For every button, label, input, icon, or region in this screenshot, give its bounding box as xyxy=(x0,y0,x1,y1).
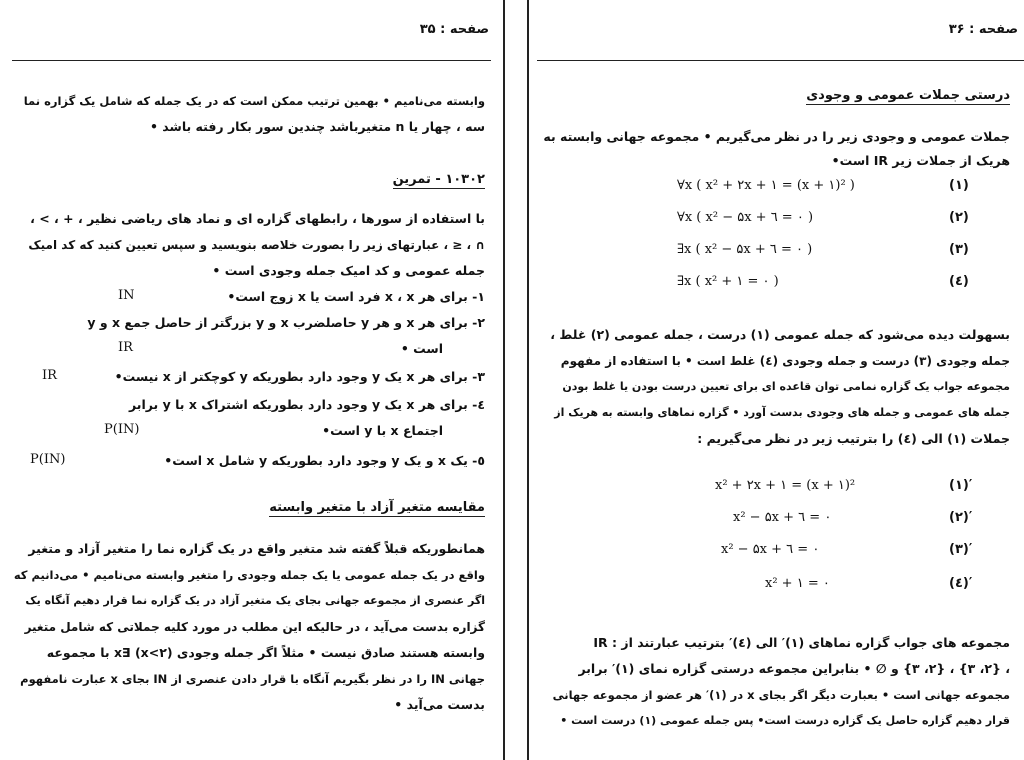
paragraph-line: جملات (۱) الی (٤) را بترتیب زیر در نظر می‌گیریم : xyxy=(697,431,1010,446)
open-statement-expression: x² + ۲x + ۱ = (x + ۱)² xyxy=(715,478,856,493)
book-gutter xyxy=(505,0,527,760)
section-title: درستی جملات عمومی و وجودی xyxy=(806,88,1010,103)
universe-set-label: P(IN) xyxy=(30,452,66,467)
universe-set-label: IN xyxy=(118,288,135,303)
conclusion-line: مجموعه های جواب گزاره نماهای (۱)′ الی (٤)′ بترتیب عبارتند از : IR xyxy=(593,635,1010,650)
paragraph-line: جمله وجودی (۳) درست و جمله وجودی (٤) غلط است • با استفاده از مفهوم xyxy=(560,354,1010,368)
header-divider xyxy=(12,60,491,61)
paragraph-line: جهانی IN را در نظر بگیریم آنگاه با قرار دادن عنصری از IN بجای x عبارت نامفهوم xyxy=(20,672,485,686)
page-number-header: صفحه : ۳۶ xyxy=(948,22,1018,37)
paragraph-line: جمله های عمومی و جمله های وجودی بدست آورد • گزاره نماهای وابسته به هریک از xyxy=(554,406,1010,419)
universe-set-label: P(IN) xyxy=(104,422,140,437)
paragraph-line: وابسته هستند صادق نیست • مثلاً اگر جمله وجودی (x<۲) ∃x با مجموعه xyxy=(46,645,485,660)
exercise-item: است • xyxy=(400,341,443,356)
paragraph-line: واقع در یک جمله عمومی یا یک جمله وجودی را متغیر وابسته می‌نامیم • می‌دانیم که xyxy=(13,568,485,582)
open-statement-expression: x² − ۵x + ٦ = ۰ xyxy=(721,542,820,557)
statement-expression: ∀x ( x² − ۵x + ٦ = ۰ ) xyxy=(677,210,814,225)
statement-number: (۳) xyxy=(949,242,969,257)
intro-line: هریک از جملات زیر IR است• xyxy=(831,153,1010,168)
conclusion-line: قرار دهیم گزاره حاصل یک گزاره درست است• پس جمله عمومی (۱) درست است • xyxy=(560,714,1010,727)
open-statement-expression: x² + ۱ = ۰ xyxy=(765,576,830,591)
section-title: مقایسه متغیر آزاد با متغیر وابسته xyxy=(269,500,485,515)
paragraph-line: اگر عنصری از مجموعه جهانی بجای یک متغیر آزاد در یک گزاره نما قرار دهیم آنگاه یک xyxy=(25,594,485,607)
paragraph-line: بسهولت دیده می‌شود که جمله عمومی (۱) درست ، جمله عمومی (۲) غلط ، xyxy=(550,327,1010,342)
paragraph-line: بدست می‌آید • xyxy=(394,697,485,712)
open-statement-number: (۳)′ xyxy=(949,542,973,557)
exercise-item: اجتماع x با y است• xyxy=(322,423,443,438)
conclusion-line: ، {۲، ۳} ، {۲، ۳} و ∅ • بنابراین مجموعه درستی گزاره نمای (۱)′ برابر xyxy=(578,661,1010,676)
header-divider xyxy=(537,60,1024,61)
paragraph-line: مجموعه جواب یک گزاره نمامی توان قاعده ای برای تعیین درست بودن یا غلط بودن xyxy=(562,380,1010,393)
statement-number: (٤) xyxy=(949,274,969,289)
universe-set-label: IR xyxy=(118,340,133,355)
exercise-item: ٥- یک x و یک y وجود دارد بطوریکه y شامل x است• xyxy=(164,453,485,468)
exercise-item: ۱- برای هر x ، x فرد است یا x زوج است• xyxy=(227,289,485,304)
open-statement-number: (۱)′ xyxy=(949,478,973,493)
exercise-line: ∩ ، ≤ ، عبارتهای زیر را بصورت خلاصه بنویسید و سپس تعیین کنید که کد امیک xyxy=(28,238,485,252)
statement-number: (۱) xyxy=(949,178,969,193)
exercise-title: ۱۰۳۰۲ - تمرین xyxy=(392,172,485,187)
intro-line: وابسته می‌نامیم • بهمین ترتیب ممکن است که در یک جمله که شامل یک گزاره نما xyxy=(23,94,485,108)
page-35 xyxy=(0,0,505,760)
open-statement-number: (۲)′ xyxy=(949,510,973,525)
page-36 xyxy=(527,0,1024,760)
open-statement-expression: x² − ۵x + ٦ = ۰ xyxy=(733,510,832,525)
universe-set-label: IR xyxy=(42,368,57,383)
exercise-item: ۲- برای هر x و هر y حاصلضرب x و y بزرگتر از حاصل جمع x و y xyxy=(87,315,485,330)
intro-line: سه ، چهار یا n متغیرباشد چندین سور بکار رفته باشد • xyxy=(149,119,485,134)
statement-expression: ∀x ( x² + ۲x + ۱ = (x + ۱)² ) xyxy=(677,178,855,193)
statement-number: (۲) xyxy=(949,210,969,225)
statement-expression: ∃x ( x² + ۱ = ۰ ) xyxy=(677,274,779,289)
statement-expression: ∃x ( x² − ۵x + ٦ = ۰ ) xyxy=(677,242,813,257)
exercise-item: ٤- برای هر x یک y وجود دارد بطوریکه اشتراک x با y برابر xyxy=(129,397,485,412)
page-number-header: صفحه : ۳۵ xyxy=(419,22,489,37)
conclusion-line: مجموعه جهانی است • بعبارت دیگر اگر بجای x در (۱)′ هر عضو از مجموعه جهانی xyxy=(552,688,1010,702)
exercise-item: ۳- برای هر x یک y وجود دارد بطوریکه y کوچکتر از x نیست• xyxy=(114,369,485,384)
paragraph-line: همانطوریکه قبلاً گفته شد متغیر واقع در یک گزاره نما را متغیر آزاد و متغیر xyxy=(28,541,485,556)
open-statement-number: (٤)′ xyxy=(949,576,973,591)
exercise-line: با استفاده از سورها ، رابطهای گزاره ای و نماد های ریاضی نظیر ، + ، > ، xyxy=(30,211,485,226)
exercise-line: جمله عمومی و کد امیک جمله وجودی است • xyxy=(212,263,485,278)
paragraph-line: گزاره بدست می‌آید ، در حالیکه این مطلب در مورد کلیه جملاتی که شامل متغیر xyxy=(24,620,485,634)
intro-line: جملات عمومی و وجودی زیر را در نظر می‌گیریم • مجموعه جهانی وابسته به xyxy=(543,129,1010,144)
